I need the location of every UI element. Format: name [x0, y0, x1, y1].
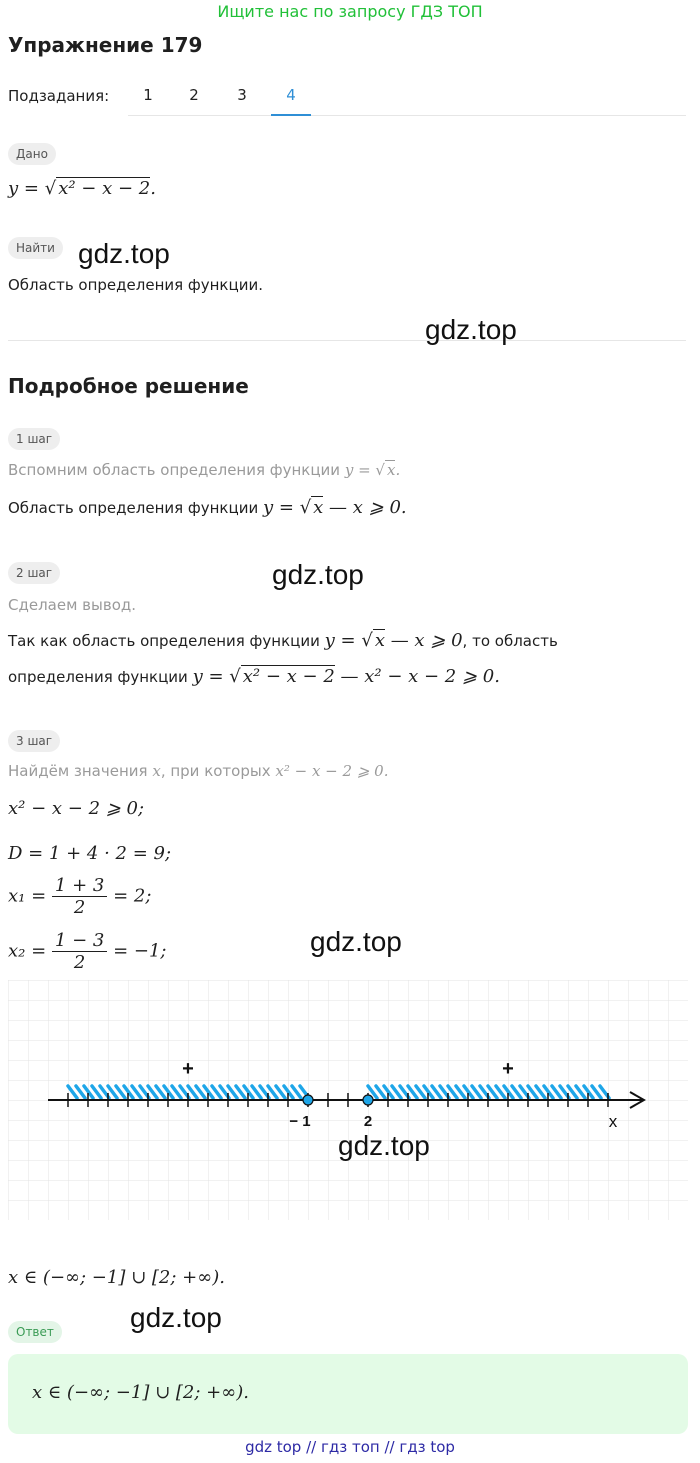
section-divider — [8, 340, 686, 341]
tab-2[interactable]: 2 — [189, 86, 199, 104]
watermark: gdz.top — [310, 926, 402, 957]
answer-box — [8, 1354, 688, 1434]
tab-1[interactable]: 1 — [143, 86, 153, 104]
watermark: gdz.top — [338, 1130, 430, 1161]
step2-line1: Так как область определения функции y = √ x — x ⩾ 0, то область — [8, 630, 558, 651]
sign-right: + — [502, 1058, 514, 1080]
point-label-minus-1: − 1 — [289, 1113, 311, 1130]
sign-left: + — [182, 1058, 194, 1080]
answer-text: x ∈ (−∞; −1] ∪ [2; +∞). — [32, 1382, 249, 1403]
step3-discriminant: D = 1 + 4 · 2 = 9; — [8, 843, 172, 864]
given-badge: Дано — [8, 143, 56, 165]
subtasks-tabs — [128, 78, 686, 116]
step3-badge: 3 шаг — [8, 730, 60, 752]
step2-hint: Сделаем вывод. — [8, 596, 137, 614]
axis-label-x: x — [608, 1112, 618, 1131]
subtasks-label: Подзадания: — [8, 87, 110, 105]
watermark: gdz.top — [78, 238, 170, 269]
tab-4[interactable]: 4 — [271, 78, 311, 116]
solution-title: Подробное решение — [8, 374, 249, 398]
number-line-diagram — [8, 980, 688, 1220]
step3-inequality: x² − x − 2 ⩾ 0; — [8, 798, 145, 819]
find-text: Область определения функции. — [8, 276, 263, 294]
step3-hint: Найдём значения x, при которых x² − x − 2 ⩾ 0. — [8, 762, 389, 780]
step1-hint: Вспомним область определения функции y = √ x. — [8, 461, 401, 479]
step3-root1: x₁ = $\frac{1 + 3}{2}$ = 2; — [8, 875, 152, 918]
given-formula: y = √ x² − x − 2. — [8, 178, 156, 199]
footer-links[interactable]: gdz top // гдз топ // гдз top — [245, 1438, 455, 1456]
answer-badge: Ответ — [8, 1321, 62, 1343]
point-minus-1 — [303, 1095, 313, 1105]
tab-3[interactable]: 3 — [237, 86, 247, 104]
watermark: gdz.top — [130, 1302, 222, 1333]
step3-root2: x₂ = $\frac{1 - 3}{2}$ = −1; — [8, 930, 167, 973]
find-badge: Найти — [8, 237, 63, 259]
watermark: gdz.top — [272, 559, 364, 590]
step1-badge: 1 шаг — [8, 428, 60, 450]
page-title: Упражнение 179 — [8, 33, 203, 57]
watermark: gdz.top — [425, 314, 517, 345]
step1-text: Область определения функции y = √ x — x ⩾ 0. — [8, 497, 407, 518]
step2-line2: определения функции y = √ x² − x − 2 — x² − x − 2 ⩾ 0. — [8, 666, 500, 687]
point-label-2: 2 — [363, 1113, 373, 1130]
result-interval: x ∈ (−∞; −1] ∪ [2; +∞). — [8, 1267, 225, 1288]
point-2 — [363, 1095, 373, 1105]
top-banner[interactable]: Ищите нас по запросу ГДЗ ТОП — [217, 2, 483, 21]
step2-badge: 2 шаг — [8, 562, 60, 584]
